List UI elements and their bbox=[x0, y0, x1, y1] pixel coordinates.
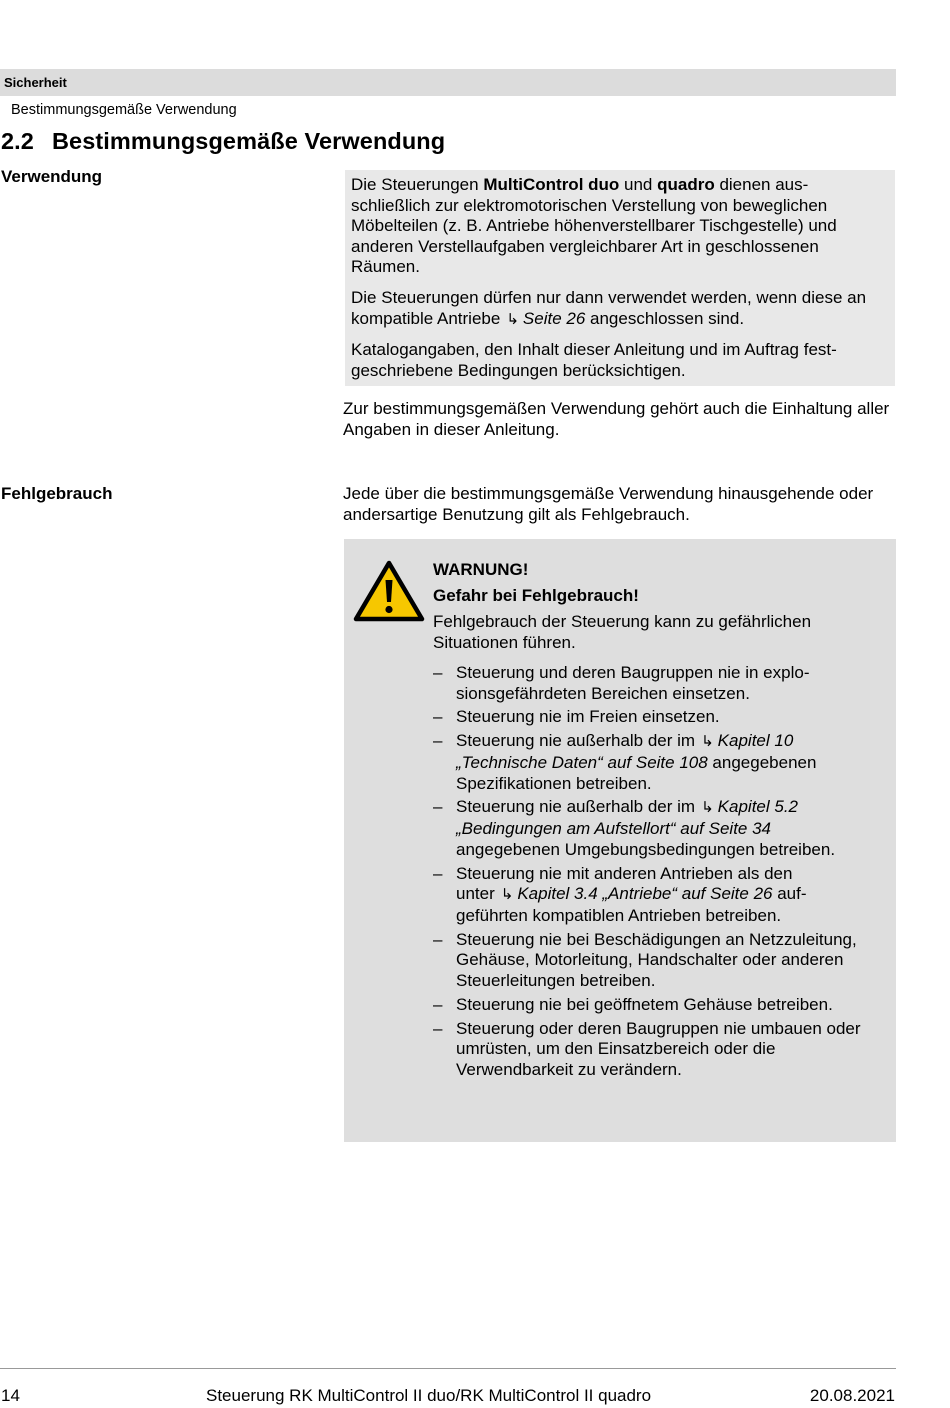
warning-list-item bbox=[433, 1019, 863, 1081]
warning-list-item bbox=[433, 731, 863, 794]
title-number: 2.2 bbox=[1, 128, 34, 154]
warning-list-item bbox=[433, 864, 863, 927]
warning-list-item bbox=[433, 995, 863, 1016]
warning-list-item bbox=[433, 797, 863, 860]
item-text: Steuerung nie bei geöffnetem Gehäuse betreiben. bbox=[456, 994, 833, 1014]
title-text: Bestimmungsgemäße Verwendung bbox=[51, 128, 446, 154]
cross-reference-link[interactable]: Kapitel 10 „Technische Daten“ auf Seite 108 bbox=[456, 731, 794, 772]
usage-paragraph-3: Katalogangaben, den Inhalt dieser Anleitung und im Auftrag festgeschriebene Bedingungen berücksichtigen. bbox=[351, 340, 837, 380]
warning-list-item bbox=[433, 707, 863, 728]
footer-date: 20.08.2021 bbox=[809, 1386, 895, 1405]
item-text: angegebenen Umgebungsbedingungen betreiben. bbox=[456, 839, 836, 859]
item-text: Steuerung nie bei Beschädigungen an Netzzuleitung, Gehäuse, Motorleitung, Handschalter oder anderen Steuerleitungen betreiben. bbox=[456, 929, 857, 990]
link-arrow-icon: ↳ bbox=[506, 310, 519, 328]
dash-bullet: – bbox=[433, 863, 443, 883]
product-quadro: quadro bbox=[657, 175, 715, 194]
label-verwendung: Verwendung bbox=[1, 167, 103, 186]
item-text: Steuerung nie außerhalb der im bbox=[456, 731, 696, 751]
warning-list-item bbox=[433, 663, 863, 704]
dash-bullet: – bbox=[433, 707, 443, 727]
item-text: Steuerung nie im Freien einsetzen. bbox=[456, 707, 720, 727]
item-text: Steuerung nie mit anderen Antrieben als den unter bbox=[456, 863, 793, 904]
dash-bullet: – bbox=[433, 731, 443, 751]
warning-intro: Fehlgebrauch der Steuerung kann zu gefährlichen Situationen führen. bbox=[433, 612, 812, 652]
link-arrow-icon: ↳ bbox=[500, 886, 514, 904]
warning-triangle-icon bbox=[353, 560, 425, 622]
item-text: Steuerung nie außerhalb der im bbox=[456, 797, 696, 817]
cross-reference-link[interactable]: Kapitel 5.2 „Bedingungen am Aufstellort“ auf Seite 34 bbox=[456, 797, 799, 839]
text: schließlich zur elektromotorischen Verstellung von beweglichen Möbelteilen (z. B. Antriebe höhenverstellbarer Tischgestelle) und anderen Verstellaufgaben vergleichbarer Art in geschlossenen Räumen. bbox=[351, 195, 837, 277]
dash-bullet: – bbox=[433, 1018, 443, 1038]
text: Die Steuerungen bbox=[351, 175, 484, 194]
link-arrow-icon: ↳ bbox=[701, 733, 714, 751]
header-subsection: Bestimmungsgemäße Verwendung bbox=[11, 102, 237, 118]
dash-bullet: – bbox=[433, 994, 443, 1014]
product-duo: MultiControl duo bbox=[483, 175, 620, 194]
page-title bbox=[1, 128, 445, 155]
footer-divider bbox=[0, 1368, 896, 1369]
text: dienen aus- bbox=[714, 175, 809, 194]
label-fehlgebrauch: Fehlgebrauch bbox=[1, 484, 113, 503]
warning-box bbox=[344, 539, 896, 1142]
warning-heading: Gefahr bei Fehlgebrauch! bbox=[433, 586, 639, 605]
link-arrow-icon: ↳ bbox=[701, 799, 714, 817]
usage-note: Zur bestimmungsgemäßen Verwendung gehört auch die Einhaltung aller Angaben in dieser Anleitung. bbox=[343, 399, 890, 439]
text: und bbox=[619, 175, 658, 194]
dash-bullet: – bbox=[433, 663, 443, 682]
item-text: Steuerung und deren Baugruppen nie in explosionsgefährdeten Bereichen einsetzen. bbox=[456, 663, 810, 703]
item-text: angegebenen Spezifikationen betreiben. bbox=[456, 752, 817, 793]
warning-list bbox=[433, 663, 863, 1084]
item-text: Steuerung oder deren Baugruppen nie umbauen oder umrüsten, um den Einsatzbereich oder die Verwendbarkeit zu verändern. bbox=[456, 1018, 861, 1079]
warning-signal: WARNUNG! bbox=[433, 560, 529, 579]
warning-list-item bbox=[433, 930, 863, 992]
cross-reference-link[interactable]: Kapitel 3.4 „Antriebe“ auf Seite 26 bbox=[517, 884, 773, 904]
text: angeschlossen sind. bbox=[585, 308, 745, 328]
page-number: 14 bbox=[1, 1386, 20, 1405]
text: Die Steuerungen dürfen nur dann verwendet werden, wenn diese an kompatible Antriebe bbox=[351, 288, 867, 328]
footer-document-title: Steuerung RK MultiControl II duo/RK MultiControl II quadro bbox=[206, 1386, 652, 1405]
misuse-text: Jede über die bestimmungsgemäße Verwendung hinausgehende oder andersartige Benutzung gilt als Fehlgebrauch. bbox=[343, 484, 874, 524]
usage-paragraph-1 bbox=[351, 175, 891, 278]
usage-paragraph-2 bbox=[351, 288, 891, 330]
item-text: aufgeführten kompatiblen Antrieben betreiben. bbox=[456, 884, 807, 925]
usage-box bbox=[345, 170, 895, 386]
header-bar bbox=[0, 69, 896, 96]
dash-bullet: – bbox=[433, 797, 443, 817]
header-section: Sicherheit bbox=[4, 75, 67, 90]
dash-bullet: – bbox=[433, 929, 443, 949]
link-seite-26[interactable]: Seite 26 bbox=[522, 308, 586, 328]
